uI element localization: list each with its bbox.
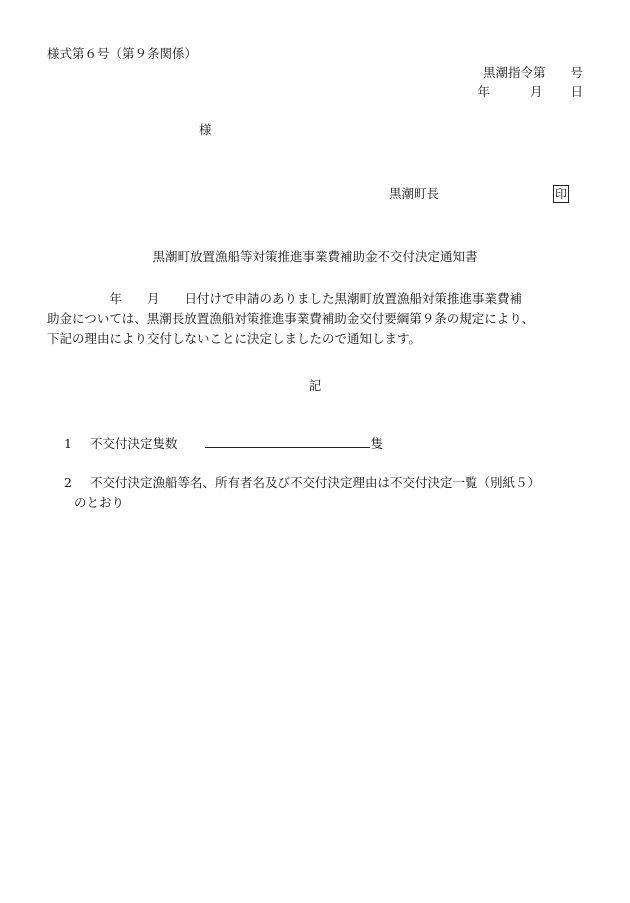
date-line: [477, 86, 583, 99]
item-number: 2: [64, 475, 72, 490]
date-day: 日: [570, 84, 583, 99]
item-number: 1: [64, 436, 72, 451]
issuer-title: 黒潮町長: [389, 186, 440, 201]
fill-in-blank[interactable]: [205, 436, 370, 448]
document-number: 黒潮指令第 号: [482, 65, 583, 80]
form-number: 様式第６号（第９条関係）: [47, 46, 198, 61]
body-paragraph: [47, 289, 587, 349]
list-item: [64, 473, 584, 513]
item-text: 不交付決定漁船等名、所有者名及び不交付決定理由は不交付決定一覧（別紙５）: [90, 475, 541, 490]
date-year: 年: [477, 84, 490, 99]
document-title: 黒潮町放置漁船等対策推進事業費補助金不交付決定通知書: [152, 249, 478, 264]
item-text-continued: のとおり: [74, 495, 125, 510]
addressee-honorific: 様: [199, 122, 212, 137]
notation-heading: 記: [308, 378, 322, 393]
body-line: 年 月 日付けで申請のありました黒潮町放置漁船対策推進事業費補: [47, 291, 523, 306]
body-line: 下記の理由により交付しないことに決定しましたので通知します。: [47, 331, 422, 346]
list-item: [64, 436, 383, 451]
seal-stamp: 印: [555, 187, 568, 201]
date-month: 月: [529, 84, 543, 99]
body-line: 助金については、黒潮長放置漁船対策推進事業費補助金交付要綱第９条の規定により、: [47, 311, 535, 326]
item-label: 不交付決定隻数: [90, 436, 178, 451]
item-unit: 隻: [370, 436, 384, 451]
